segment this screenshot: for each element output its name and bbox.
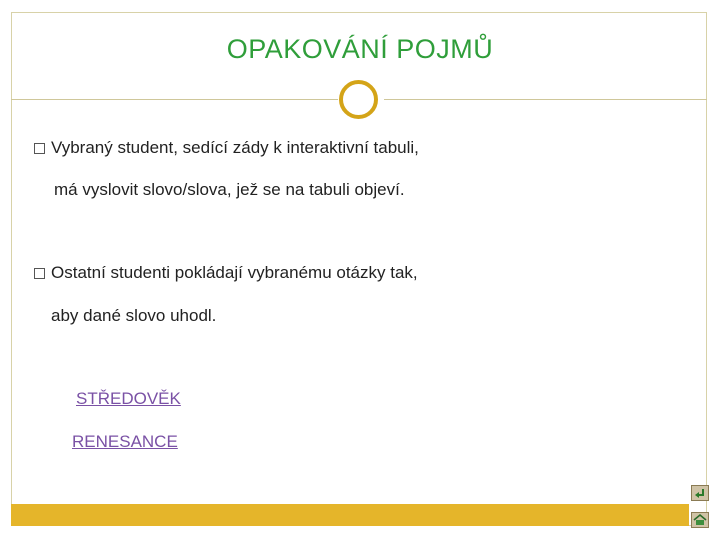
- title-divider-right: [384, 99, 707, 100]
- bullet-1-line-2: má vyslovit slovo/slova, jež se na tabuli objeví.: [54, 180, 405, 199]
- link-renesance[interactable]: RENESANCE: [72, 432, 178, 451]
- bullet-2-line-1: [34, 263, 418, 283]
- bullet-1-text: Vybraný student, sedící zády k interaktivní tabuli,: [51, 138, 419, 157]
- link-stredovek[interactable]: STŘEDOVĚK: [76, 389, 181, 408]
- home-button[interactable]: [691, 512, 709, 528]
- slide-title: OPAKOVÁNÍ POJMŮ: [226, 34, 494, 64]
- home-icon: [692, 513, 708, 527]
- title-divider-left: [11, 99, 338, 100]
- bullet-1-line-1: [34, 138, 419, 158]
- return-button[interactable]: [691, 485, 709, 501]
- footer-accent-bar: [11, 504, 689, 526]
- bullet-2-line-2: aby dané slovo uhodl.: [51, 306, 217, 325]
- return-arrow-icon: [692, 486, 708, 500]
- bullet-2-text: Ostatní studenti pokládají vybranému otázky tak,: [51, 263, 418, 282]
- bullet-checkbox-icon: [34, 268, 45, 279]
- divider-ring-icon: [339, 80, 378, 119]
- bullet-checkbox-icon: [34, 143, 45, 154]
